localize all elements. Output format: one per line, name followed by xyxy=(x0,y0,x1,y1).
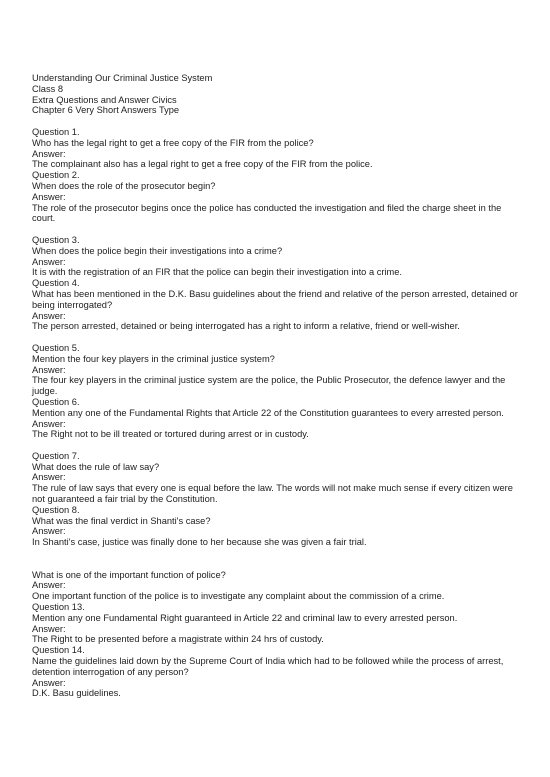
answer-label: Answer: xyxy=(32,418,66,429)
question-text: Mention any one of the Fundamental Rights that Article 22 of the Constitution guarantees to every arrested person. xyxy=(32,407,504,418)
answer-label: Answer: xyxy=(32,256,66,267)
answer-text: D.K. Basu guidelines. xyxy=(32,688,121,699)
answer-text: One important function of the police is to investigate any complaint about the commission of a crime. xyxy=(32,591,445,602)
answer-label: Answer: xyxy=(32,526,66,537)
question-text: What was the final verdict in Shanti's case? xyxy=(32,515,211,526)
answer-text: The complainant also has a legal right to get a free copy of the FIR from the police. xyxy=(32,159,373,170)
question-text: What has been mentioned in the D.K. Basu guidelines about the friend and relative of the person arrested, detained or being interrogated? xyxy=(32,288,518,310)
answer-text: The Right not to be ill treated or tortured during arrest or in custody. xyxy=(32,429,309,440)
question-text: Who has the legal right to get a free copy of the FIR from the police? xyxy=(32,137,314,148)
question-label: Question 14. xyxy=(32,645,85,656)
answer-text: The role of the prosecutor begins once the police has conducted the investigation and filed the charge sheet in the court. xyxy=(32,202,502,224)
chapter-heading: Chapter 6 Very Short Answers Type xyxy=(32,105,180,116)
question-label: Question 6. xyxy=(32,396,80,407)
question-text: Mention any one Fundamental Right guaranteed in Article 22 and criminal law to every arrested person. xyxy=(32,612,458,623)
answer-text: The Right to be presented before a magistrate within 24 hrs of custody. xyxy=(32,634,324,645)
question-text: What does the rule of law say? xyxy=(32,461,160,472)
question-label: Question 3. xyxy=(32,234,80,245)
answer-text: The rule of law says that every one is equal before the law. The words will not make much sense if every citizen were not guaranteed a fair trial by the Constitution. xyxy=(32,483,513,505)
document-subtitle: Extra Questions and Answer Civics xyxy=(32,94,177,105)
question-label: Question 5. xyxy=(32,342,80,353)
answer-label: Answer: xyxy=(32,677,66,688)
document-title: Understanding Our Criminal Justice System xyxy=(32,73,213,83)
question-label: Question 2. xyxy=(32,170,80,181)
question-label: Question 4. xyxy=(32,278,80,289)
answer-label: Answer: xyxy=(32,310,66,321)
question-label: Question 7. xyxy=(32,450,80,461)
question-label: Question 1. xyxy=(32,126,80,137)
answer-text: It is with the registration of an FIR that the police can begin their investigation into a crime. xyxy=(32,267,403,278)
question-text: Mention the four key players in the criminal justice system? xyxy=(32,353,275,364)
answer-label: Answer: xyxy=(32,148,66,159)
answer-text: In Shanti's case, justice was finally done to her because she was given a fair trial. xyxy=(32,537,367,548)
question-label: Question 13. xyxy=(32,602,85,613)
question-text: When does the police begin their investigations into a crime? xyxy=(32,245,283,256)
document-page xyxy=(32,73,524,699)
answer-label: Answer: xyxy=(32,623,66,634)
question-text: What is one of the important function of police? xyxy=(32,569,226,580)
answer-text: The person arrested, detained or being interrogated has a right to inform a relative, friend or well-wisher. xyxy=(32,321,460,332)
answer-label: Answer: xyxy=(32,364,66,375)
answer-label: Answer: xyxy=(32,580,66,591)
answer-text: The four key players in the criminal justice system are the police, the Public Prosecutor, the defence lawyer and the judge. xyxy=(32,375,506,397)
class-label: Class 8 xyxy=(32,83,64,94)
answer-label: Answer: xyxy=(32,191,66,202)
question-label: Question 8. xyxy=(32,504,80,515)
question-text: Name the guidelines laid down by the Supreme Court of India which had to be followed while the process of arrest, detention interrogation of any person? xyxy=(32,656,504,677)
question-text: When does the role of the prosecutor begin? xyxy=(32,180,216,191)
answer-label: Answer: xyxy=(32,472,66,483)
